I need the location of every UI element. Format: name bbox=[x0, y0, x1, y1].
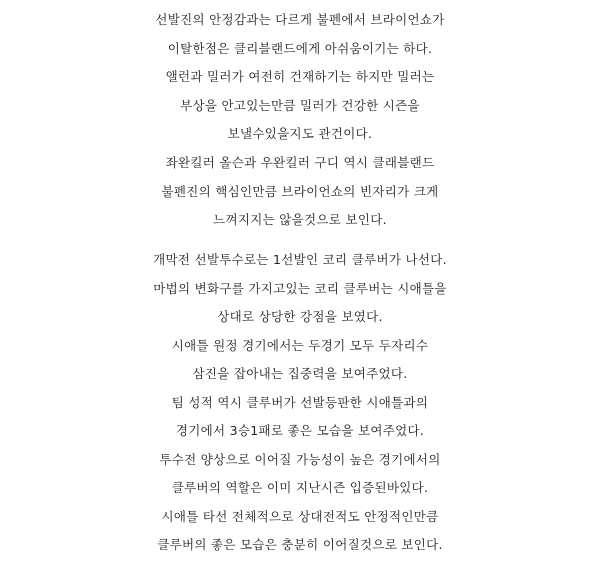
text-line: 시애틀 타선 전체적으로 상대전적도 안정적인만큼 bbox=[161, 509, 439, 524]
text-line: 느껴지지는 않을것으로 보인다. bbox=[213, 212, 387, 227]
text-line: 부상을 안고있는만큼 밀러가 건강한 시즌을 bbox=[180, 98, 420, 113]
text-line: 투수전 양상으로 이어질 가능성이 높은 경기에서의 bbox=[159, 452, 441, 467]
text-line: 이탈한점은 클리블랜드에게 아쉬움이기는 하다. bbox=[167, 41, 433, 56]
text-line: 시애틀 원정 경기에서는 두경기 모두 두자리수 bbox=[171, 338, 429, 353]
text-line: 선발진의 안정감과는 다르게 불펜에서 브라이언쇼가 bbox=[155, 12, 445, 27]
text-line: 팀 성적 역시 클루버가 선발등판한 시애틀과의 bbox=[171, 395, 429, 410]
text-line: 좌완킬러 올슨과 우완킬러 구디 역시 클래블랜드 bbox=[165, 155, 435, 170]
text-line: 경기에서 3승1패로 좋은 모습을 보여주었다. bbox=[175, 423, 425, 438]
text-line: 클루버의 역할은 이미 지난시즌 입증된바있다. bbox=[171, 480, 429, 495]
text-line: 상대로 상당한 강점을 보였다. bbox=[217, 309, 383, 324]
text-line: 앨런과 밀러가 여전히 건재하기는 하지만 밀러는 bbox=[165, 69, 435, 84]
text-line: 마법의 변화구를 가지고있는 코리 클루버는 시애틀을 bbox=[153, 281, 447, 296]
text-line: 보낼수있을지도 관건이다. bbox=[227, 126, 373, 141]
text-line: 개막전 선발투수로는 1선발인 코리 클루버가 나선다. bbox=[153, 252, 447, 267]
text-line: 삼진을 잡아내는 집중력을 보여주었다. bbox=[192, 366, 408, 381]
text-line: 불펜진의 핵심인만큼 브라이언쇼의 빈자리가 크게 bbox=[161, 184, 439, 199]
text-line: 클루버의 좋은 모습은 충분히 이어질것으로 보인다. bbox=[157, 537, 443, 552]
